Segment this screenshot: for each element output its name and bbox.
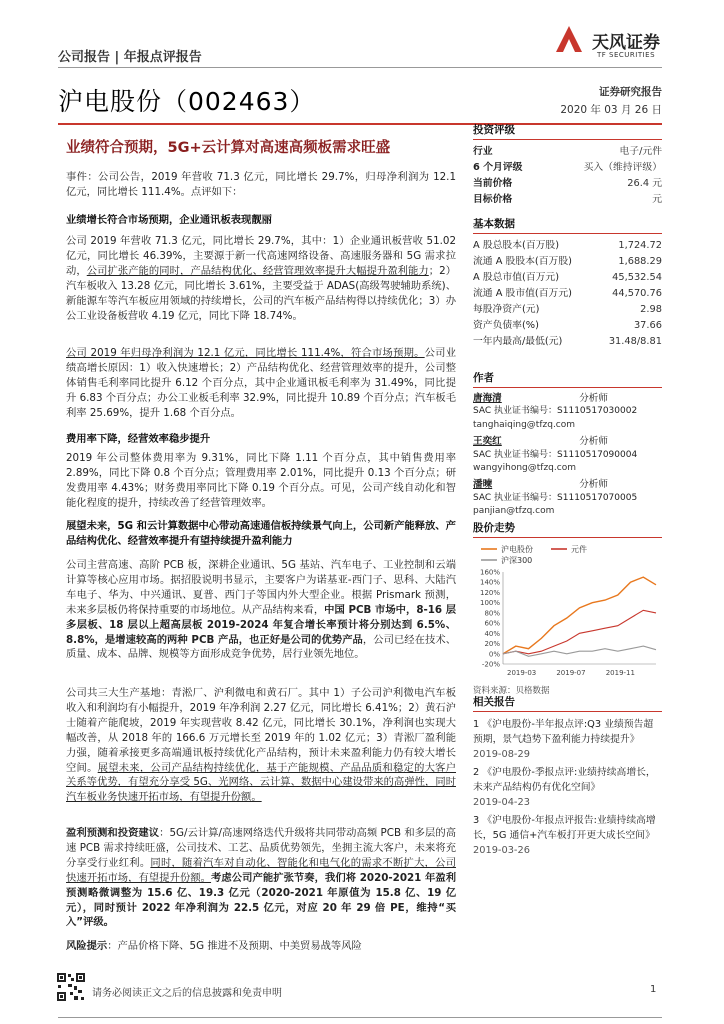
chart-title: 股价走势 xyxy=(473,520,662,538)
outlook-paragraph-1 xyxy=(66,558,456,662)
rating-label: 6 个月评级 xyxy=(473,162,523,173)
y-tick-label: 140% xyxy=(479,578,500,587)
basic-data-value: 37.66 xyxy=(633,320,662,331)
rating-row xyxy=(473,144,662,160)
author-role: 分析师 xyxy=(579,479,608,491)
author-email[interactable]: wangyihong@tfzq.com xyxy=(473,463,576,474)
text-run-underline: 公司扩张产能的同时，产品结构优化、经营管理效率提升大幅提升盈利能力 xyxy=(86,264,429,277)
author-role: 分析师 xyxy=(579,436,608,448)
rating-value: 元 xyxy=(652,194,662,205)
author-name: 王奕红 xyxy=(473,436,502,448)
event-paragraph: 事件：公司公告，2019 年营收 71.3 亿元，同比增长 29.7%，归母净利润为 12.1 亿元，同比增长 111.4%。点评如下： xyxy=(66,171,456,198)
series-line-2 xyxy=(503,610,656,654)
author-name: 唐海清 xyxy=(473,393,502,404)
outlook-paragraph-2 xyxy=(66,686,456,805)
section-title-outlook: 展望未来，5G 和云计算数据中心带动高速通信板持续景气向上，公司新产能释放、产品结构优化、经营效率提升有望持续提升盈利能力 xyxy=(66,520,456,547)
brand-name: 天风证券 xyxy=(592,33,660,53)
y-tick-label: -20% xyxy=(481,660,500,669)
price-chart xyxy=(473,542,662,682)
basic-data-row xyxy=(473,286,662,302)
rating-title: 投资评级 xyxy=(473,122,662,140)
forecast-paragraph xyxy=(66,826,456,930)
basic-data-row xyxy=(473,302,662,318)
basic-data-label: 流通 A 股股本(百万股) xyxy=(473,256,572,267)
rating-label: 目标价格 xyxy=(473,194,513,205)
page-title: 沪电股份（002463） xyxy=(58,87,316,116)
related-report-title: 1 《沪电股份-半年报点评:Q3 业绩预告超预期，景气趋势下盈利能力持续提升》 xyxy=(473,719,654,745)
author-entry xyxy=(473,392,662,432)
rating-label: 行业 xyxy=(473,146,493,157)
text-run: 公司主营高速、高阶 PCB 板，深耕企业通讯、5G 基站、汽车电子、工业控制和云端计算等核心应用市场。据招股说明书显示，主要客户为诺基亚-西门子、思科、大陆汽车电子、华为、中兴通讯、夏普、西门子等国内外大型企业。根据 Prismark 预测，未来多层板仍将保持重要的市场地位。从产品结构来看， xyxy=(66,559,456,616)
basic-data-label: A 股总市值(百万元) xyxy=(473,272,560,283)
author-cert: SAC 执业证书编号：S1110517090004 xyxy=(473,449,638,460)
author-list xyxy=(473,392,662,519)
author-email[interactable]: tanghaiqing@tfzq.com xyxy=(473,419,576,430)
qr-code-icon xyxy=(56,972,86,1002)
growth-paragraph-2 xyxy=(66,346,456,421)
basic-data-value: 2.98 xyxy=(640,304,662,315)
rating-label: 当前价格 xyxy=(473,178,513,189)
text-run: ；2）汽车板收入 13.28 亿元，同比增长 3.61%，主要受益于 ADAS(高级驾驶辅助系统)、新能源车等汽车板应用领域的持续增长，公司的汽车板产品结构得以持续优化；3）办公工业设备板营收 4.19 亿元，同比下降 18.74%。 xyxy=(66,264,456,322)
x-tick-label: 2019-11 xyxy=(605,669,635,677)
author-header xyxy=(473,392,662,405)
report-type: 证券研究报告 xyxy=(599,86,662,98)
section-title-expense: 费用率下降，经营效率稳步提升 xyxy=(66,433,211,445)
related-panel xyxy=(473,694,662,861)
series-line-1 xyxy=(503,577,656,654)
text-run-bold: 风险提示 xyxy=(66,940,108,952)
rating-row xyxy=(473,176,662,192)
text-run-bold: 中国 PCB 市场中，8-16 层多层板、18 层以上超高层板 2019-2024 年复合增长率预计将分别达到 6.5%、8.8%，是增速较高的两种 PCB 产品，也正好是公司的优势产品 xyxy=(66,603,456,646)
basic-data-row xyxy=(473,270,662,286)
author-email[interactable]: panjian@tfzq.com xyxy=(473,506,555,517)
legend-label: 沪电股份 xyxy=(501,545,533,554)
text-run-underline: 公司 2019 年归母净利润为 12.1 亿元，同比增长 111.4%，符合市场预期。 xyxy=(66,347,425,359)
expense-paragraph: 2019 年公司整体费用率为 9.31%，同比下降 1.11 个百分点，其中销售费用率 2.89%，同比下降 0.8 个百分点；管理费用率 2.01%，同比提升 0.13 个百分点；研发费用率 4.43%；财务费用率同比下降 0.19 个百分点。可见，公司产线自动化和智能化程度的提升，持续改善了经营管理效率。 xyxy=(66,452,456,509)
basic-data-row xyxy=(473,254,662,270)
basic-data-row xyxy=(473,334,662,350)
report-subtitle: 业绩符合预期，5G+云计算对高速高频板需求旺盛 xyxy=(66,140,391,156)
text-run: ：5G/云计算/高速网络迭代升级将共同带动高频 PCB 和多层的高速 PCB 需求持续旺盛，公司技术、工艺、品质优势领先，坐拥主流大客户，未来将充分享受行业红利。 xyxy=(66,827,457,869)
related-list xyxy=(473,717,662,858)
basic-data-value: 1,688.29 xyxy=(618,256,662,267)
growth-paragraph-1 xyxy=(66,234,456,323)
basic-data-label: 每股净资产(元) xyxy=(473,304,540,315)
text-run-underline: 展望未来，公司产品结构持续优化，基于产能规模、产品品质和稳定的大客户关系等优势，有望充分享受 5G、光网络、云计算、数据中心建设带来的高弹性，同时汽车板业务快速开拓市场，有望提升份额。 xyxy=(66,761,457,804)
authors-panel xyxy=(473,370,662,522)
rating-value: 电子/元件 xyxy=(619,146,662,157)
author-role: 分析师 xyxy=(579,393,608,404)
basic-data-title: 基本数据 xyxy=(473,216,662,234)
rating-panel xyxy=(473,122,662,208)
y-tick-label: 20% xyxy=(484,640,500,649)
rating-rows xyxy=(473,144,662,208)
text-run-bold: 考虑公司产能扩张节奏，我们将 2020-2021 年盈利预测略微调整为 15.6 亿、19.3 亿元（2020-2021 年原值为 15.8 亿、19 亿元），同时预计 2022 年净利润为 22.5 亿元，对应 20 年 29 倍 PE，维持“买入”评级。 xyxy=(66,871,456,929)
author-entry xyxy=(473,478,662,518)
price-chart-panel xyxy=(473,520,662,696)
related-report-title: 2 《沪电股份-季报点评:业绩持续高增长，未来产品结构仍有优化空间》 xyxy=(473,767,656,793)
y-tick-label: 80% xyxy=(484,609,500,618)
text-run: 公司 2019 年营收 71.3 亿元，同比增长 29.7%，其中：1）企业通讯板营收 51.02 亿元，同比增长 46.39%，主要源于新一代高速网络设备、高速服务器和 5G 需求拉动， xyxy=(66,235,456,277)
y-tick-label: 60% xyxy=(484,619,500,628)
author-header xyxy=(473,478,662,491)
legend-label: 沪深300 xyxy=(501,556,533,565)
brand-logo-icon xyxy=(552,22,586,56)
author-cert: SAC 执业证书编号：S1110517070005 xyxy=(473,492,638,503)
author-header xyxy=(473,435,662,448)
text-run: ：产品价格下降、5G 推进不及预期、中美贸易战等风险 xyxy=(107,940,362,952)
disclaimer: 请务必阅读正文之后的信息披露和免责申明 xyxy=(92,988,282,999)
x-tick-label: 2019-07 xyxy=(556,669,586,677)
y-tick-label: 100% xyxy=(479,599,500,608)
y-tick-label: 160% xyxy=(479,568,500,577)
rating-value: 26.4 元 xyxy=(627,178,662,189)
basic-data-row xyxy=(473,318,662,334)
basic-data-value: 44,570.76 xyxy=(612,288,662,299)
page-number: 1 xyxy=(650,984,657,995)
report-category: 公司报告 | 年报点评报告 xyxy=(58,50,202,65)
text-run: 公司共三大生产基地：青淞厂、沪利微电和黄石厂。其中 1）子公司沪利微电汽车板收入和利润均有小幅提升，2019 年净利润 2.27 亿元，同比增长 6.41%；2）黄石沪士随着产能爬坡，2019 年实现营收 8.42 亿元，同比增长 30.1%，净利润也实现大幅改善，从 2018 年的 166.6 万元增长至 2019 年的 1.02 亿元；3）青淞厂盈利能力强，随着承接更多高端通讯板持续优化产品结构，预计未来盈利能力仍有较大增长空间。 xyxy=(66,687,456,774)
y-tick-label: 40% xyxy=(484,629,500,638)
related-report[interactable] xyxy=(473,717,662,762)
text-run: ，公司已经在技术、质量、成本、品牌、规模等方面形成竞争优势，居行业领先地位。 xyxy=(66,633,457,661)
related-report-date: 2019-08-29 xyxy=(473,749,530,760)
report-date: 2020 年 03 月 26 日 xyxy=(560,104,662,116)
x-tick-label: 2019-03 xyxy=(507,669,537,677)
related-report-date: 2019-04-23 xyxy=(473,797,530,808)
legend-label: 元件 xyxy=(571,545,587,554)
y-tick-label: 120% xyxy=(479,588,500,597)
text-run-bold: 盈利预测和投资建议 xyxy=(66,827,160,839)
related-report[interactable] xyxy=(473,813,662,858)
author-name: 潘暕 xyxy=(473,479,493,491)
basic-data-value: 1,724.72 xyxy=(618,240,662,251)
related-report-title: 3 《沪电股份-年报点评报告:业绩持续高增长，5G 通信+汽车板打开更大成长空间》 xyxy=(473,815,656,841)
footer-divider xyxy=(58,1017,662,1018)
related-report-date: 2019-03-26 xyxy=(473,845,530,856)
basic-data-panel xyxy=(473,216,662,350)
rating-row xyxy=(473,160,662,176)
risk-paragraph xyxy=(66,939,456,954)
related-report[interactable] xyxy=(473,765,662,810)
section-title-growth: 业绩增长符合市场预期，企业通讯板表现靓丽 xyxy=(66,214,272,226)
author-cert: SAC 执业证书编号：S1110517030002 xyxy=(473,406,638,417)
basic-data-label: A 股总股本(百万股) xyxy=(473,240,560,251)
rating-value: 买入（维持评级） xyxy=(583,162,662,173)
basic-data-label: 流通 A 股市值(百万元) xyxy=(473,288,572,299)
related-title: 相关报告 xyxy=(473,694,662,712)
chart-source: 资料来源：贝格数据 xyxy=(473,686,550,696)
text-run-underline: 同时，随着汽车对自动化、智能化和电气化的需求不断扩大，公司快速开拓市场，有望提升份额。 xyxy=(66,856,457,884)
basic-data-label: 资产负债率(%) xyxy=(473,320,539,331)
header-divider xyxy=(58,67,662,68)
basic-data-row xyxy=(473,238,662,254)
basic-data-rows xyxy=(473,238,662,350)
basic-data-value: 31.48/8.81 xyxy=(608,336,662,347)
authors-title: 作者 xyxy=(473,370,662,388)
rating-row xyxy=(473,192,662,208)
basic-data-label: 一年内最高/最低(元) xyxy=(473,336,563,347)
brand-name-en: TF SECURITIES xyxy=(597,51,656,59)
text-run: 公司业绩高增长原因：1）收入快速增长；2）产品结构优化、经营管理效率的提升，公司整体销售毛利率同比提升 6.12 个百分点，其中企业通讯板毛利率为 31.49%，同比提升 6.83 个百分点；办公工业板毛利率 32.9%，同比提升 10.89 个百分点；汽车板毛利率 25.69%，提升 1.68 个百分点。 xyxy=(66,347,456,419)
y-tick-label: 0% xyxy=(488,650,500,659)
author-entry xyxy=(473,435,662,475)
basic-data-value: 45,532.54 xyxy=(612,272,662,283)
